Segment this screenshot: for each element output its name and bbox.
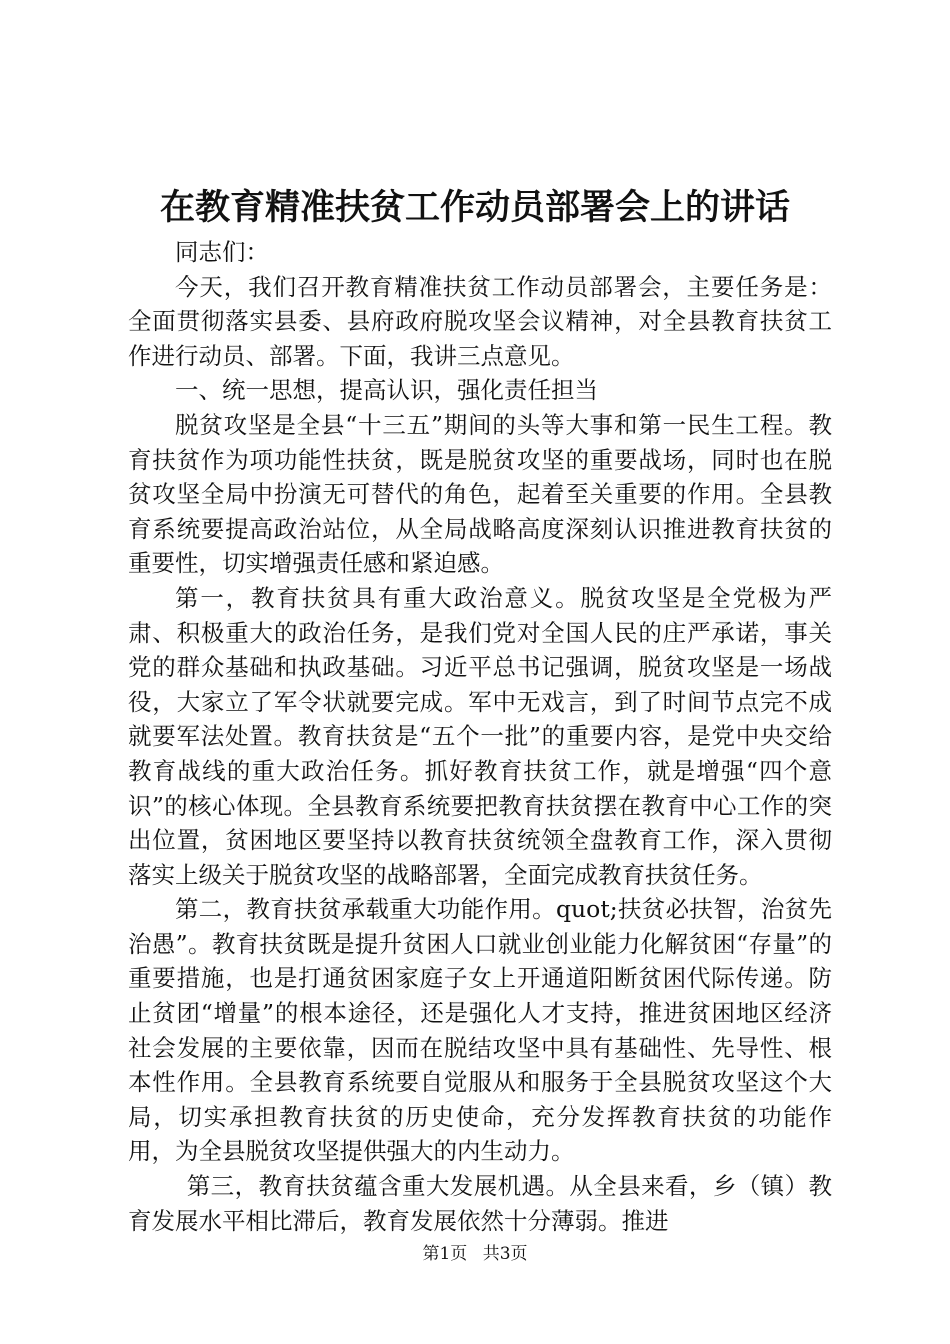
paragraph-point-3: 第三，教育扶贫蕴含重大发展机遇。从全县来看，乡（镇）教育发展水平相比滞后，教育发展依然十分薄弱。推进: [128, 1172, 832, 1235]
page-footer: [0, 1242, 950, 1266]
page-total: 共3页: [482, 1244, 528, 1264]
paragraph-section-1: 脱贫攻坚是全县“十三五”期间的头等大事和第一民生工程。教育扶贫作为项功能性扶贫，既是脱贫攻坚的重要战场，同时也在脱贫攻坚全局中扮演无可替代的角色，起着至关重要的作用。全县教育系统要提高政治站位，从全局战略高度深刻认识推进教育扶贫的重要性，切实增强责任感和紧迫感。: [128, 410, 832, 578]
page-number: 第1页: [422, 1244, 468, 1264]
paragraph-point-2: 第二，教育扶贫承载重大功能作用。quot;扶贫必扶智，治贫先治愚”。教育扶贫既是提升贫困人口就业创业能力化解贫困“存量”的重要措施，也是打通贫困家庭子女上开通道阳断贫困代际传递。防止贫团“增量”的根本途径，还是强化人才支持，推进贫困地区经济社会发展的主要依靠，因而在脱结攻坚中具有基础性、先导性、根本性作用。全县教育系统要自觉服从和服务于全县脱贫攻坚这个大局，切实承担教育扶贫的历史使命，充分发挥教育扶贫的功能作用，为全县脱贫攻坚提供强大的内生动力。: [128, 895, 832, 1166]
paragraph-salutation: 同志们：: [175, 238, 269, 266]
document-body: [128, 235, 832, 1238]
paragraph-point-1: 第一，教育扶贫具有重大政治意义。脱贫攻坚是全党极为严肃、积极重大的政治任务，是我们党对全国人民的庄严承诺，事关党的群众基础和执政基础。习近平总书记强调，脱贫攻坚是一场战役，大家立了军令状就要完成。军中无戏言，到了时间节点完不成就要军法处置。教育扶贫是“五个一批”的重要内容，是党中央交给教育战线的重大政治任务。抓好教育扶贫工作，就是增强“四个意识”的核心体现。全县教育系统要把教育扶贫摆在教育中心工作的突出位置，贫困地区要坚持以教育扶贫统领全盘教育工作，深入贯彻落实上级关于脱贫攻坚的战略部署，全面完成教育扶贫任务。: [128, 583, 832, 889]
paragraph-intro: 今天，我们召开教育精准扶贫工作动员部署会，主要任务是：全面贯彻落实县委、县府政府脱攻坚会议精神，对全县教育扶贫工作进行动员、部署。下面，我讲三点意见。: [128, 272, 832, 370]
document-title: 在教育精准扶贫工作动员部署会上的讲话: [159, 187, 790, 228]
section-heading-1: 一、统一思想，提高认识，强化责任担当: [175, 376, 598, 405]
